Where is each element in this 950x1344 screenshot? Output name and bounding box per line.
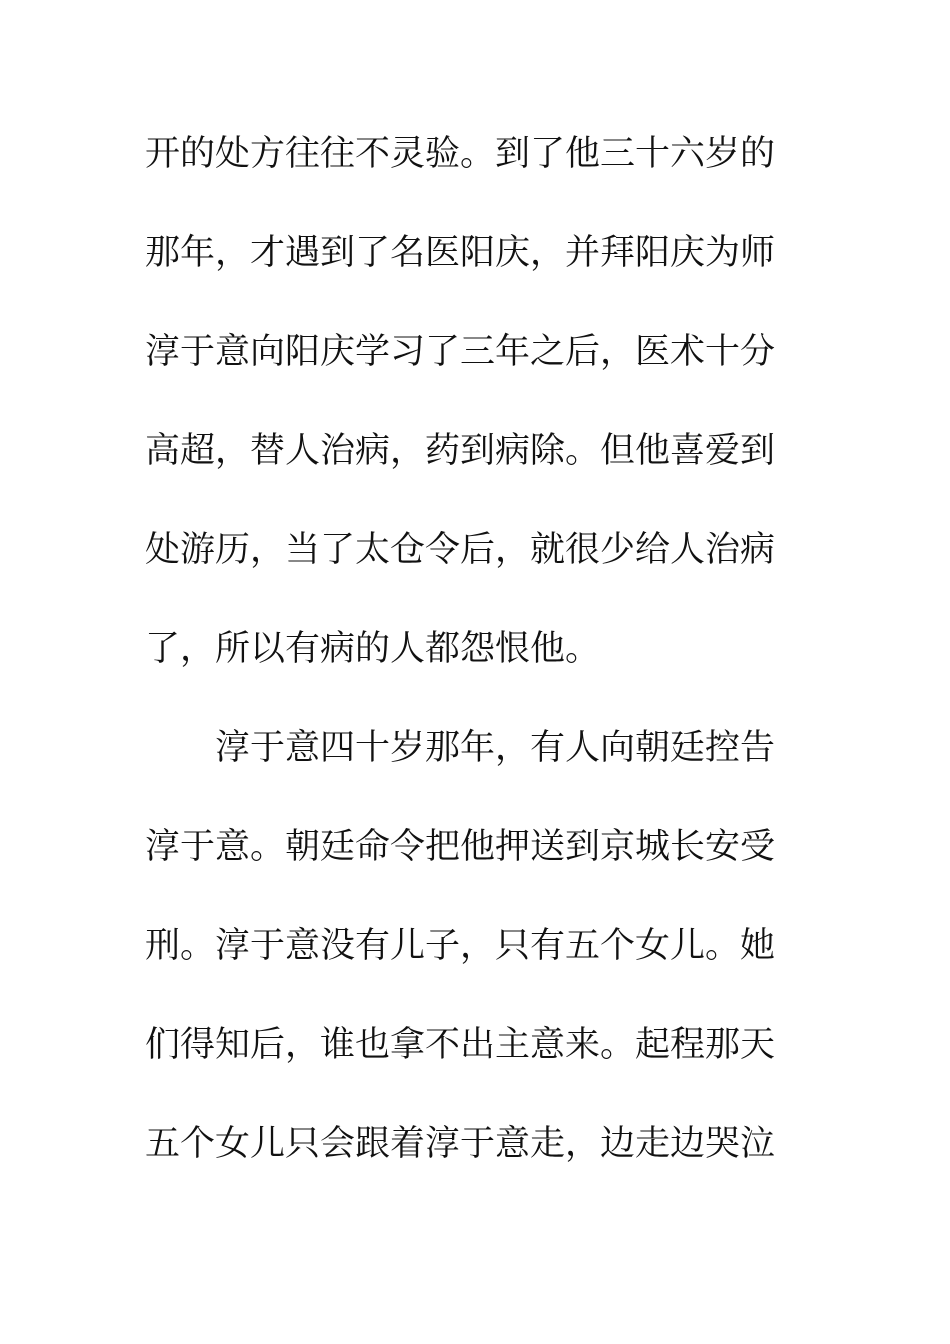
text-line-6: 了，所以有病的人都怨恨他。	[145, 629, 601, 669]
body-text	[145, 122, 807, 1211]
text-line-3: 淳于意向阳庆学习了三年之后，医术十分	[145, 332, 776, 372]
text-line-11: 五个女儿只会跟着淳于意走，边走边哭泣	[145, 1124, 776, 1164]
text-line-7: 淳于意四十岁那年，有人向朝廷控告	[145, 728, 776, 768]
text-line-4: 高超，替人治病，药到病除。但他喜爱到	[145, 431, 776, 471]
text-line-5: 处游历，当了太仓令后，就很少给人治病	[145, 530, 776, 570]
text-line-8: 淳于意。朝廷命令把他押送到京城长安受	[145, 827, 776, 867]
text-line-1: 开的处方往往不灵验。到了他三十六岁的	[145, 134, 776, 174]
text-line-9: 刑。淳于意没有儿子，只有五个女儿。她	[145, 926, 776, 966]
text-line-2: 那年，才遇到了名医阳庆，并拜阳庆为师	[145, 233, 776, 273]
text-line-10: 们得知后，谁也拿不出主意来。起程那天	[145, 1025, 776, 1065]
